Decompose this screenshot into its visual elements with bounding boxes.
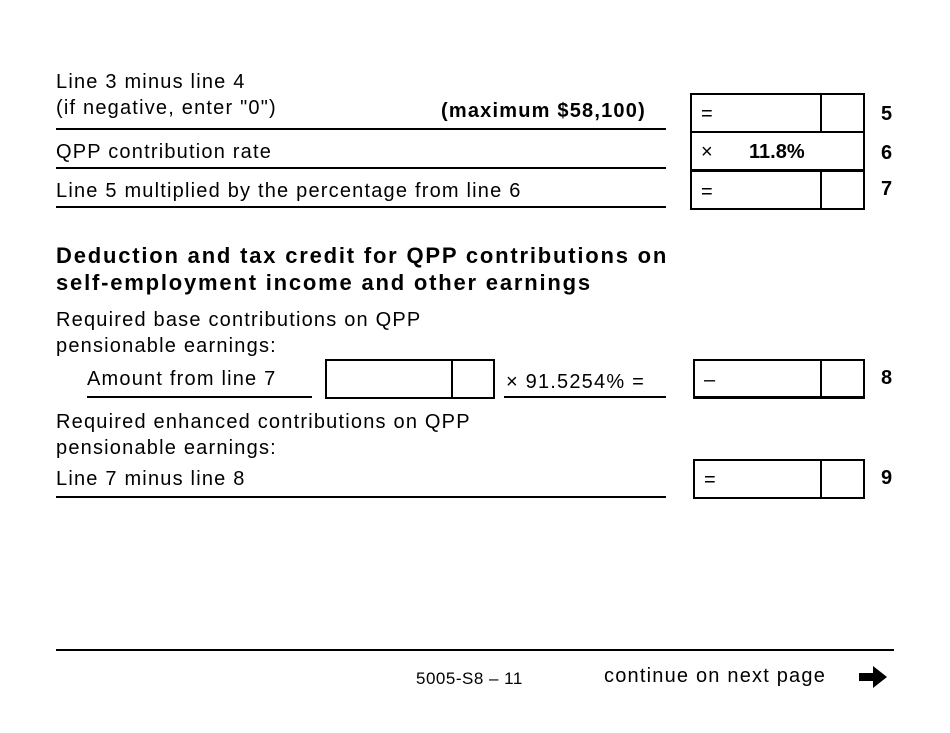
section-heading-1: Deduction and tax credit for QPP contributions on — [56, 243, 669, 268]
line5-label-1: Line 3 minus line 4 — [56, 71, 246, 93]
line6-label: QPP contribution rate — [56, 141, 273, 163]
line9-underline — [56, 496, 666, 498]
line8-input-cents-divider — [451, 361, 453, 397]
line9-label: Line 7 minus line 8 — [56, 468, 246, 490]
line9-number: 9 — [881, 467, 893, 489]
line8-label-underline — [87, 396, 312, 398]
line6-operator: × — [701, 141, 713, 163]
line5-label-2: (if negative, enter "0") — [56, 97, 277, 119]
line8-input-box[interactable] — [325, 359, 495, 399]
line9-amount-box[interactable] — [693, 459, 865, 499]
line5-maximum: (maximum $58,100) — [441, 100, 646, 122]
line8-number: 8 — [881, 367, 893, 389]
line7-cents-divider — [820, 172, 822, 208]
form-id: 5005-S8 – 11 — [416, 669, 523, 688]
continue-text: continue on next page — [604, 665, 827, 687]
line6-rate-box — [690, 131, 865, 171]
line8-intro-1: Required base contributions on QPP — [56, 309, 422, 331]
line5-operator: = — [701, 103, 713, 125]
section-heading-2: self-employment income and other earnings — [56, 270, 592, 295]
line5-cents-divider — [820, 95, 822, 131]
line7-underline — [56, 206, 666, 208]
line6-underline — [56, 167, 666, 169]
line9-intro-1: Required enhanced contributions on QPP — [56, 411, 471, 433]
line6-number: 6 — [881, 142, 893, 164]
line8-amount-box[interactable] — [693, 359, 865, 399]
line8-cents-divider — [820, 361, 822, 396]
line7-operator: = — [701, 181, 713, 203]
line7-label: Line 5 multiplied by the percentage from line 6 — [56, 180, 522, 202]
line9-operator: = — [704, 469, 716, 491]
line5-underline — [56, 128, 666, 130]
line8-intro-2: pensionable earnings: — [56, 335, 277, 357]
line8-operator: – — [704, 369, 716, 391]
line7-amount-box[interactable] — [690, 170, 865, 210]
line5-amount-box[interactable] — [690, 93, 865, 133]
right-arrow-icon — [859, 665, 889, 689]
line5-number: 5 — [881, 103, 893, 125]
line6-rate: 11.8% — [749, 141, 805, 163]
line7-number: 7 — [881, 178, 893, 200]
line8-label: Amount from line 7 — [87, 368, 277, 390]
line8-multiplier-underline — [504, 396, 666, 398]
line9-cents-divider — [820, 461, 822, 497]
line9-intro-2: pensionable earnings: — [56, 437, 277, 459]
line8-multiplier: × 91.5254% = — [506, 371, 645, 393]
footer-rule — [56, 649, 894, 651]
